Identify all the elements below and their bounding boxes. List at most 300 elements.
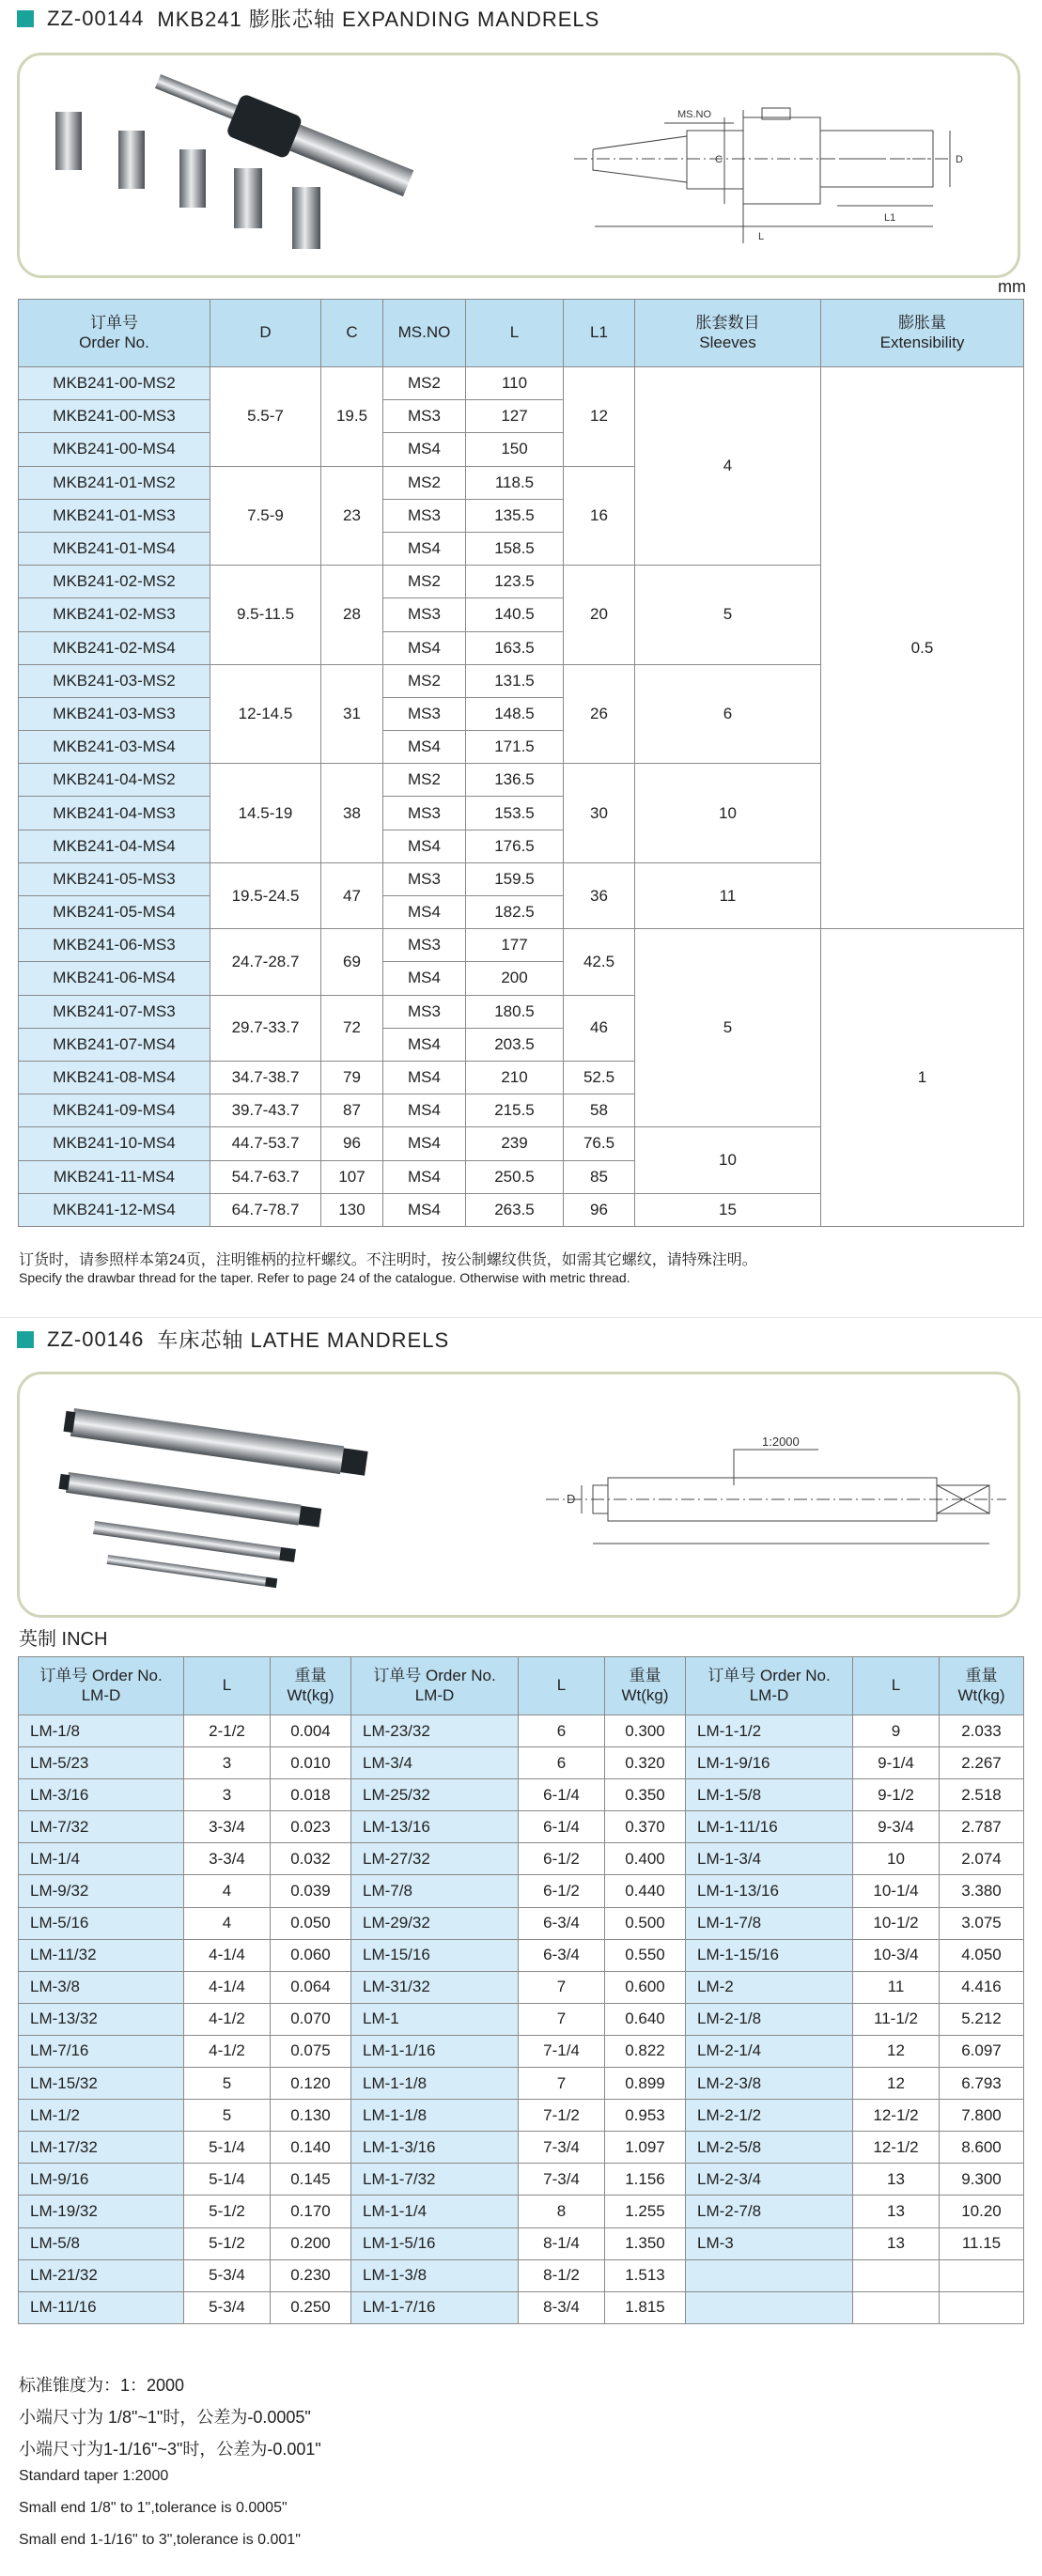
order-no-cell: LM-1/4 — [19, 1843, 184, 1875]
weight-cell: 0.230 — [271, 2259, 351, 2291]
l1-cell: 26 — [564, 664, 635, 764]
order-no-cell: LM-1-1/16 — [351, 2035, 519, 2067]
order-no-cell: MKB241-00-MS2 — [19, 367, 210, 400]
order-no-cell: LM-5/23 — [19, 1747, 184, 1779]
order-no-cell: MKB241-03-MS2 — [19, 664, 210, 697]
note-line: 标准锥度为：1：2000 — [19, 2376, 185, 2395]
l-cell: 5-1/4 — [184, 2132, 271, 2164]
l1-cell: 96 — [564, 1193, 635, 1226]
l-cell: 6-1/4 — [519, 1779, 605, 1811]
weight-cell: 0.120 — [271, 2068, 351, 2100]
order-no-cell: MKB241-08-MS4 — [19, 1061, 210, 1094]
weight-cell: 0.140 — [271, 2132, 351, 2164]
drawing-label-l1: L1 — [884, 212, 896, 224]
order-no-cell: LM-1-1/2 — [686, 1715, 853, 1747]
l-cell: 110 — [466, 367, 564, 400]
order-no-cell: LM-9/16 — [19, 2164, 184, 2196]
l-cell: 3 — [184, 1779, 271, 1811]
weight-cell: 0.400 — [605, 1843, 686, 1875]
l-cell: 135.5 — [466, 499, 564, 532]
l-cell: 12-1/2 — [853, 2100, 940, 2132]
l-cell: 148.5 — [466, 697, 564, 730]
weight-cell: 2.787 — [940, 1811, 1024, 1843]
ms-no-cell: MS4 — [383, 631, 466, 664]
order-no-cell: MKB241-00-MS4 — [19, 433, 210, 466]
weight-cell: 0.250 — [271, 2291, 351, 2323]
section-header-lathe-mandrels — [17, 1325, 449, 1354]
table-row — [19, 2164, 1024, 2196]
weight-cell: 8.600 — [940, 2132, 1024, 2164]
l-cell: 5-1/2 — [184, 2227, 271, 2259]
l-cell: 159.5 — [466, 862, 564, 895]
order-no-cell: LM-2-5/8 — [686, 2132, 853, 2164]
order-no-cell: MKB241-00-MS3 — [19, 400, 210, 433]
weight-cell: 0.050 — [271, 1907, 351, 1939]
l-cell: 177 — [466, 929, 564, 962]
l-cell: 5 — [184, 2100, 271, 2132]
order-no-cell: MKB241-09-MS4 — [19, 1094, 210, 1127]
l-cell: 3-3/4 — [184, 1811, 271, 1843]
l-cell: 150 — [466, 433, 564, 466]
l-cell: 239 — [466, 1127, 564, 1160]
l-cell: 6-3/4 — [519, 1939, 605, 1971]
order-no-cell: LM-15/32 — [19, 2068, 184, 2100]
order-no-cell: MKB241-06-MS3 — [19, 929, 210, 962]
header-l: L — [184, 1657, 271, 1715]
ms-no-cell: MS3 — [383, 797, 466, 830]
l-cell: 5-3/4 — [184, 2259, 271, 2291]
c-cell: 130 — [321, 1193, 383, 1226]
ms-no-cell: MS4 — [383, 1160, 466, 1193]
extensibility-cell: 0.5 — [821, 367, 1024, 929]
product-image-panel — [17, 53, 1020, 278]
section-code: ZZ-00144 — [47, 6, 145, 30]
l-cell: 158.5 — [466, 532, 564, 565]
c-cell: 31 — [321, 664, 383, 764]
order-no-cell: LM-13/16 — [351, 1811, 519, 1843]
order-no-cell: MKB241-02-MS4 — [19, 631, 210, 664]
ms-no-cell: MS4 — [383, 1061, 466, 1094]
weight-cell: 0.600 — [605, 1971, 686, 2003]
l-cell: 136.5 — [466, 764, 564, 797]
table-row — [19, 929, 1024, 962]
l-cell: 4-1/2 — [184, 2035, 271, 2067]
c-cell: 96 — [321, 1127, 383, 1160]
header-order-no: 订单号 Order No. LM-D — [686, 1657, 853, 1715]
table-row — [19, 2259, 1024, 2291]
l-cell: 7-1/4 — [519, 2035, 605, 2067]
l1-cell: 36 — [564, 862, 635, 928]
lathe-mandrels-table — [18, 1656, 1024, 2324]
d-cell: 19.5-24.5 — [210, 862, 321, 928]
sleeves-cell: 5 — [635, 929, 821, 1127]
table-row — [19, 1811, 1024, 1843]
order-no-cell: MKB241-02-MS2 — [19, 566, 210, 598]
l-cell — [853, 2291, 940, 2323]
order-no-cell: LM-1-1/8 — [351, 2068, 519, 2100]
l-cell: 11 — [853, 1971, 940, 2003]
l1-cell: 52.5 — [564, 1061, 635, 1094]
c-cell: 23 — [321, 466, 383, 566]
l-cell: 6-1/2 — [519, 1843, 605, 1875]
ms-no-cell: MS4 — [383, 433, 466, 466]
c-cell: 28 — [321, 566, 383, 665]
table-row — [19, 367, 1024, 400]
order-no-cell: MKB241-03-MS3 — [19, 697, 210, 730]
order-no-cell: MKB241-04-MS3 — [19, 797, 210, 830]
ms-no-cell: MS4 — [383, 1127, 466, 1160]
header-order-no: 订单号 Order No. LM-D — [351, 1657, 519, 1715]
weight-cell: 0.500 — [605, 1907, 686, 1939]
l-cell: 215.5 — [466, 1094, 564, 1127]
ms-no-cell: MS2 — [383, 466, 466, 499]
d-cell: 64.7-78.7 — [210, 1193, 321, 1226]
note-line: Small end 1/8" to 1",tolerance is 0.0005" — [19, 2500, 288, 2516]
l-cell: 10 — [853, 1843, 940, 1875]
note-line: 小端尺寸为 1/8"~1"时，公差为-0.0005" — [19, 2408, 311, 2427]
weight-cell: 0.145 — [271, 2164, 351, 2196]
section-title: MKB241 膨胀芯轴 EXPANDING MANDRELS — [157, 8, 600, 31]
order-no-cell: MKB241-05-MS3 — [19, 862, 210, 895]
table-row — [19, 2227, 1024, 2259]
weight-cell: 0.070 — [271, 2003, 351, 2035]
teal-square-icon — [17, 10, 34, 27]
weight-cell: 0.550 — [605, 1939, 686, 1971]
l-cell: 6 — [519, 1715, 605, 1747]
weight-cell: 0.350 — [605, 1779, 686, 1811]
weight-cell: 2.074 — [940, 1843, 1024, 1875]
order-no-cell: LM-3/16 — [19, 1779, 184, 1811]
order-no-cell: MKB241-05-MS4 — [19, 896, 210, 929]
sleeves-cell: 6 — [635, 664, 821, 764]
l-cell: 12 — [853, 2068, 940, 2100]
sleeves-cell: 5 — [635, 566, 821, 665]
drawing-label-ms: MS.NO — [677, 109, 712, 120]
ms-no-cell: MS4 — [383, 532, 466, 565]
l-cell: 6-3/4 — [519, 1907, 605, 1939]
weight-cell: 9.300 — [940, 2164, 1024, 2196]
order-no-cell: MKB241-07-MS4 — [19, 1028, 210, 1061]
order-no-cell: LM-25/32 — [351, 1779, 519, 1811]
c-cell: 47 — [321, 862, 383, 928]
order-note-en: Specify the drawbar thread for the taper. Refer to page 24 of the catalogue. Otherwise with metric thread. — [19, 1270, 630, 1285]
l-cell: 250.5 — [466, 1160, 564, 1193]
ms-no-cell: MS3 — [383, 929, 466, 962]
l-cell: 210 — [466, 1061, 564, 1094]
order-no-cell: MKB241-04-MS4 — [19, 830, 210, 862]
l-cell: 11-1/2 — [853, 2003, 940, 2035]
table-row — [19, 2196, 1024, 2227]
ms-no-cell: MS3 — [383, 400, 466, 433]
c-cell: 107 — [321, 1160, 383, 1193]
l-cell: 200 — [466, 962, 564, 995]
note-line: 小端尺寸为1-1/16"~3"时，公差为-0.001" — [19, 2440, 321, 2459]
l-cell: 12 — [853, 2035, 940, 2067]
weight-cell: 11.15 — [940, 2227, 1024, 2259]
l-cell: 9-3/4 — [853, 1811, 940, 1843]
weight-cell: 0.370 — [605, 1811, 686, 1843]
ms-no-cell: MS4 — [383, 731, 466, 764]
d-cell: 44.7-53.7 — [210, 1127, 321, 1160]
order-no-cell: MKB241-07-MS3 — [19, 995, 210, 1028]
order-no-cell: MKB241-01-MS3 — [19, 499, 210, 532]
extensibility-cell: 1 — [821, 929, 1024, 1227]
table-row — [19, 1747, 1024, 1779]
order-no-cell: LM-2-3/4 — [686, 2164, 853, 2196]
order-no-cell: LM-1-1/4 — [351, 2196, 519, 2227]
order-no-cell: LM-1-15/16 — [686, 1939, 853, 1971]
weight-cell: 0.039 — [271, 1875, 351, 1907]
unit-label: mm — [998, 277, 1026, 296]
sleeves-cell: 4 — [635, 367, 821, 566]
l-cell: 180.5 — [466, 995, 564, 1028]
l-cell: 13 — [853, 2227, 940, 2259]
order-no-cell: LM-19/32 — [19, 2196, 184, 2227]
ms-no-cell: MS3 — [383, 995, 466, 1028]
weight-cell: 6.793 — [940, 2068, 1024, 2100]
order-no-cell: LM-1/8 — [19, 1715, 184, 1747]
order-no-cell: MKB241-03-MS4 — [19, 731, 210, 764]
weight-cell: 1.815 — [605, 2291, 686, 2323]
lathe-mandrel-illustration — [20, 1374, 1018, 1615]
l-cell: 5-3/4 — [184, 2291, 271, 2323]
weight-cell: 0.170 — [271, 2196, 351, 2227]
l-cell: 4-1/4 — [184, 1939, 271, 1971]
weight-cell: 0.060 — [271, 1939, 351, 1971]
d-cell: 14.5-19 — [210, 764, 321, 863]
l-cell: 4 — [184, 1907, 271, 1939]
l-cell: 3-3/4 — [184, 1843, 271, 1875]
table-row — [19, 1907, 1024, 1939]
l-cell: 8 — [519, 2196, 605, 2227]
table-row — [19, 2100, 1024, 2132]
weight-cell: 0.075 — [271, 2035, 351, 2067]
order-no-cell: LM-1-3/4 — [686, 1843, 853, 1875]
order-no-cell: LM-2-3/8 — [686, 2068, 853, 2100]
taper-label: 1:2000 — [762, 1435, 800, 1449]
order-no-cell: MKB241-11-MS4 — [19, 1160, 210, 1193]
l-cell: 5-1/2 — [184, 2196, 271, 2227]
c-cell: 79 — [321, 1061, 383, 1094]
ms-no-cell: MS4 — [383, 830, 466, 862]
section-divider — [0, 1317, 1042, 1318]
ms-no-cell: MS3 — [383, 697, 466, 730]
l-cell: 13 — [853, 2164, 940, 2196]
weight-cell: 4.416 — [940, 1971, 1024, 2003]
l1-cell: 30 — [564, 764, 635, 863]
weight-cell: 3.380 — [940, 1875, 1024, 1907]
expanding-mandrels-table — [18, 299, 1024, 1227]
l-cell: 10-1/2 — [853, 1907, 940, 1939]
l-cell: 127 — [466, 400, 564, 433]
lathe-mandrel-technical-drawing — [546, 1450, 1006, 1544]
l-cell: 176.5 — [466, 830, 564, 862]
order-no-cell: LM-27/32 — [351, 1843, 519, 1875]
l1-cell: 16 — [564, 466, 635, 566]
l-cell: 10-1/4 — [853, 1875, 940, 1907]
order-no-cell: LM-21/32 — [19, 2259, 184, 2291]
inch-subtitle: 英制 INCH — [19, 1629, 108, 1650]
table-row — [19, 1779, 1024, 1811]
l-cell: 9 — [853, 1715, 940, 1747]
d-cell: 24.7-28.7 — [210, 929, 321, 995]
l-cell: 12-1/2 — [853, 2132, 940, 2164]
weight-cell: 0.300 — [605, 1715, 686, 1747]
order-no-cell: LM-2-1/4 — [686, 2035, 853, 2067]
ms-no-cell: MS3 — [383, 862, 466, 895]
d-cell: 5.5-7 — [210, 367, 321, 467]
l1-cell: 85 — [564, 1160, 635, 1193]
order-no-cell: LM-31/32 — [351, 1971, 519, 2003]
l-cell: 4 — [184, 1875, 271, 1907]
header-ms-no: MS.NO — [383, 300, 466, 367]
l-cell: 9-1/4 — [853, 1747, 940, 1779]
sleeves-cell: 11 — [635, 862, 821, 928]
header-l1: L1 — [564, 300, 635, 367]
weight-cell: 7.800 — [940, 2100, 1024, 2132]
l-cell: 7 — [519, 2003, 605, 2035]
l-cell: 171.5 — [466, 731, 564, 764]
ms-no-cell: MS2 — [383, 566, 466, 598]
header-weight: 重量 Wt(kg) — [271, 1657, 351, 1715]
header-d: D — [210, 300, 321, 367]
d-cell: 9.5-11.5 — [210, 566, 321, 665]
order-no-cell: MKB241-01-MS4 — [19, 532, 210, 565]
drawing-label-c: C — [715, 154, 723, 165]
l-cell: 7 — [519, 2068, 605, 2100]
expanding-mandrel-illustration — [20, 55, 1018, 275]
order-no-cell: LM-3 — [686, 2227, 853, 2259]
weight-cell: 0.010 — [271, 1747, 351, 1779]
note-line: Small end 1-1/16" to 3",tolerance is 0.001" — [19, 2532, 301, 2548]
weight-cell: 5.212 — [940, 2003, 1024, 2035]
order-no-cell: LM-13/32 — [19, 2003, 184, 2035]
order-no-cell: MKB241-02-MS3 — [19, 598, 210, 631]
weight-cell — [940, 2291, 1024, 2323]
c-cell: 69 — [321, 929, 383, 995]
l1-cell: 12 — [564, 367, 635, 467]
l1-cell: 76.5 — [564, 1127, 635, 1160]
l-cell: 263.5 — [466, 1193, 564, 1226]
ms-no-cell: MS3 — [383, 598, 466, 631]
weight-cell: 0.130 — [271, 2100, 351, 2132]
header-c: C — [321, 300, 383, 367]
section-code: ZZ-00146 — [47, 1327, 145, 1351]
ms-no-cell: MS4 — [383, 896, 466, 929]
lathe-mandrel-image-panel — [17, 1372, 1020, 1618]
l1-cell: 42.5 — [564, 929, 635, 995]
weight-cell: 0.440 — [605, 1875, 686, 1907]
drawing-label-d: D — [567, 1492, 576, 1506]
order-no-cell: LM-7/32 — [19, 1811, 184, 1843]
ms-no-cell: MS4 — [383, 962, 466, 995]
l-cell: 6-1/4 — [519, 1811, 605, 1843]
d-cell: 54.7-63.7 — [210, 1160, 321, 1193]
header-l: L — [466, 300, 564, 367]
c-cell: 87 — [321, 1094, 383, 1127]
header-weight: 重量 Wt(kg) — [605, 1657, 686, 1715]
l-cell: 140.5 — [466, 598, 564, 631]
l-cell: 131.5 — [466, 664, 564, 697]
l-cell: 6-1/2 — [519, 1875, 605, 1907]
header-order-no: 订单号 Order No. LM-D — [19, 1657, 184, 1715]
order-no-cell: LM-2-7/8 — [686, 2196, 853, 2227]
order-no-cell: LM-29/32 — [351, 1907, 519, 1939]
order-no-cell: LM-23/32 — [351, 1715, 519, 1747]
table-row — [19, 1843, 1024, 1875]
l-cell: 8-3/4 — [519, 2291, 605, 2323]
l-cell: 5-1/4 — [184, 2164, 271, 2196]
l-cell: 4-1/4 — [184, 1971, 271, 2003]
order-note-cn: 订货时，请参照样本第24页，注明锥柄的拉杆螺纹。不注明时，按公制螺纹供货，如需其它螺纹，请特殊注明。 — [19, 1252, 757, 1268]
order-no-cell: LM-1-3/16 — [351, 2132, 519, 2164]
weight-cell: 2.033 — [940, 1715, 1024, 1747]
l1-cell: 46 — [564, 995, 635, 1061]
l-cell: 8-1/4 — [519, 2227, 605, 2259]
table-row — [19, 1715, 1024, 1747]
l-cell: 7-3/4 — [519, 2132, 605, 2164]
weight-cell: 4.050 — [940, 1939, 1024, 1971]
l-cell: 10-3/4 — [853, 1939, 940, 1971]
lathe-mandrels-photo — [58, 1407, 368, 1588]
ms-no-cell: MS3 — [383, 499, 466, 532]
order-no-cell: LM-15/16 — [351, 1939, 519, 1971]
order-no-cell: LM-17/32 — [19, 2132, 184, 2164]
header-l: L — [853, 1657, 940, 1715]
weight-cell: 0.032 — [271, 1843, 351, 1875]
table-row — [19, 1875, 1024, 1907]
order-no-cell: MKB241-01-MS2 — [19, 466, 210, 499]
weight-cell: 10.20 — [940, 2196, 1024, 2227]
order-no-cell: LM-5/16 — [19, 1907, 184, 1939]
header-sleeves: 胀套数目 Sleeves — [635, 300, 821, 367]
table-row — [19, 1971, 1024, 2003]
order-no-cell: LM-1-7/16 — [351, 2291, 519, 2323]
weight-cell: 0.822 — [605, 2035, 686, 2067]
order-no-cell: LM-7/16 — [19, 2035, 184, 2067]
section-header-expanding-mandrels — [17, 4, 599, 33]
c-cell: 72 — [321, 995, 383, 1061]
l-cell: 7-3/4 — [519, 2164, 605, 2196]
order-no-cell: MKB241-10-MS4 — [19, 1127, 210, 1160]
order-no-cell: LM-2 — [686, 1971, 853, 2003]
order-no-cell: LM-1/2 — [19, 2100, 184, 2132]
weight-cell: 3.075 — [940, 1907, 1024, 1939]
order-no-cell: LM-5/8 — [19, 2227, 184, 2259]
order-no-cell: LM-1-3/8 — [351, 2259, 519, 2291]
l-cell: 6 — [519, 1747, 605, 1779]
weight-cell: 0.640 — [605, 2003, 686, 2035]
order-no-cell: LM-3/4 — [351, 1747, 519, 1779]
l1-cell: 58 — [564, 1094, 635, 1127]
d-cell: 12-14.5 — [210, 664, 321, 764]
sleeves-cell: 15 — [635, 1193, 821, 1226]
l-cell — [853, 2259, 940, 2291]
weight-cell: 0.023 — [271, 1811, 351, 1843]
table-row — [19, 2132, 1024, 2164]
header-order-no: 订单号 Order No. — [19, 300, 210, 367]
sleeves-cell: 10 — [635, 1127, 821, 1193]
l1-cell: 20 — [564, 566, 635, 665]
sleeves-cell: 10 — [635, 764, 821, 863]
weight-cell: 1.350 — [605, 2227, 686, 2259]
order-no-cell — [686, 2259, 853, 2291]
weight-cell: 0.200 — [271, 2227, 351, 2259]
weight-cell: 1.513 — [605, 2259, 686, 2291]
order-no-cell: MKB241-04-MS2 — [19, 764, 210, 797]
c-cell: 38 — [321, 764, 383, 863]
weight-cell: 2.518 — [940, 1779, 1024, 1811]
